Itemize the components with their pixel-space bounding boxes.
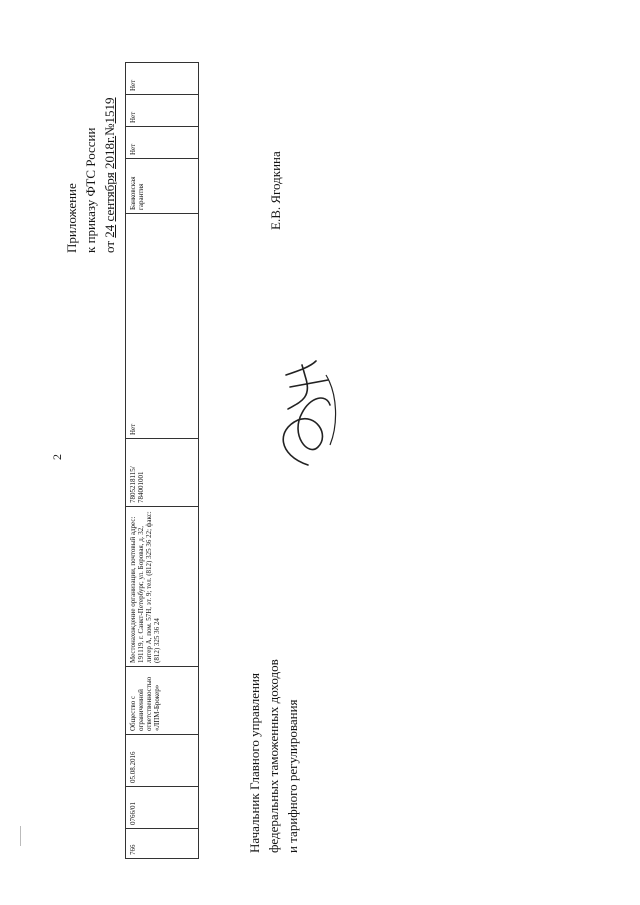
- order-date-line: [100, 97, 119, 253]
- cell-name: Общество с ограниченной ответственностью «ЛПМ-Брокер»: [126, 667, 199, 735]
- order-number: 1519: [102, 97, 117, 124]
- cell-flag-2: Нет: [126, 95, 199, 127]
- signatory-title-line-3: и тарифного регулирования: [285, 699, 300, 853]
- cell-flag-3: Нет: [126, 63, 199, 95]
- page-number: 2: [50, 454, 64, 460]
- signatory-title-line-2: федеральных таможенных доходов: [266, 659, 281, 853]
- cell-guarantee: Банковская гарантия: [126, 159, 199, 214]
- signatory-title-line-1: Начальник Главного управления: [247, 673, 262, 853]
- handwritten-signature: [268, 355, 348, 475]
- cell-code: 0766/01: [126, 787, 199, 829]
- scan-mark: [20, 826, 21, 846]
- date-year: 2018г.: [102, 135, 117, 169]
- cell-flag-1: Нет: [126, 127, 199, 159]
- date-prefix: от: [102, 240, 117, 253]
- appendix-title: Приложение: [64, 183, 79, 253]
- cell-date: 05.08.2016: [126, 735, 199, 787]
- cell-reg-no: 766: [126, 829, 199, 859]
- date-day: 24: [102, 224, 117, 238]
- signer-name: Е.В. Ягодкина: [268, 151, 283, 230]
- number-prefix: №: [102, 123, 117, 136]
- registry-table: [125, 62, 199, 859]
- cell-note: Нет: [126, 214, 199, 439]
- signatory-title: [245, 659, 302, 853]
- cell-address: Местонахождение организации, почтовый адрес: 191119, г. Санкт-Петербург, ул. Боровая, д. 32, литер А, пом. 57Н, эт. 9; тел. (812) 325 36 22; факс: (812) 325 36 24: [126, 507, 199, 667]
- table-row: [126, 63, 199, 859]
- cell-inn-kpp: 7805218115/ 784001001: [126, 439, 199, 507]
- order-reference: к приказу ФТС России: [83, 127, 98, 253]
- appendix-header: [62, 97, 119, 253]
- date-month: сентября: [102, 172, 117, 222]
